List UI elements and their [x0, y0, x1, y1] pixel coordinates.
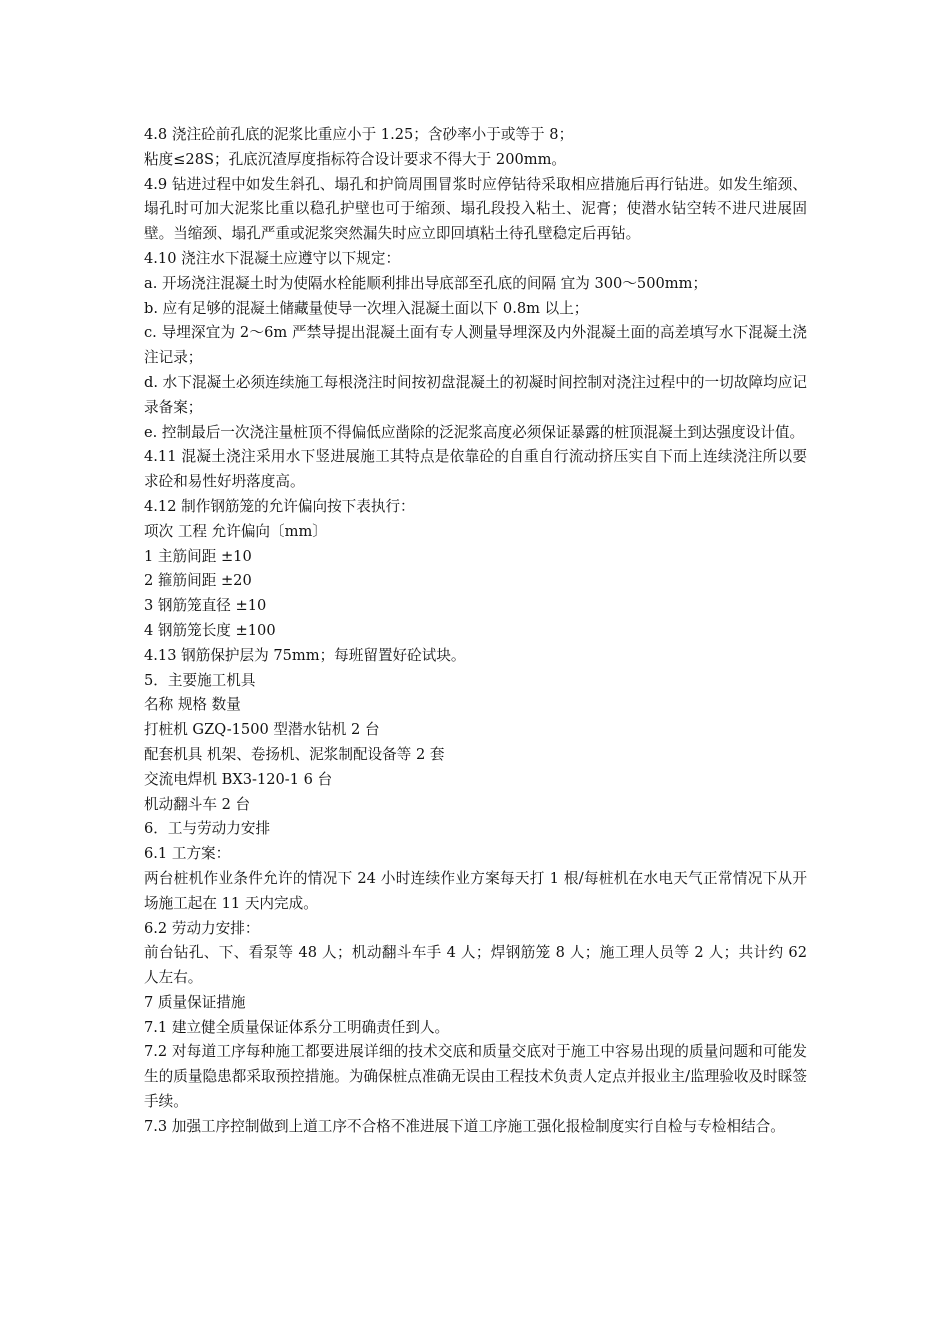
paragraph-work-plan: 两台桩机作业条件允许的情况下 24 小时连续作业方案每天打 1 根/每桩机在水电天气正常情况下从开场施工起在 11 天内完成。 [144, 869, 807, 912]
list-item-a: a. 开场浇注混凝土时为使隔水栓能顺利排出导底部至孔底的间隔 宜为 300～500mm； [144, 274, 708, 292]
paragraph-7-2: 7.2 对每道工序每种施工都要进展详细的技术交底和质量交底对于施工中容易出现的质量问题和可能发生的质量隐患都采取预控措施。为确保桩点准确无误由工程技术负责人定点并报业主/监理验收及时睬签手续。 [144, 1043, 807, 1111]
section-heading-5: 5．主要施工机具 [144, 671, 256, 689]
equipment-row: 交流电焊机 BX3-120-1 6 台 [144, 770, 333, 788]
tolerance-row: 3 钢筋笼直径 ±10 [144, 597, 267, 615]
paragraph-4-10: 4.10 浇注水下混凝土应遵守以下规定： [144, 249, 401, 267]
section-heading-7: 7 质量保证措施 [144, 993, 246, 1011]
document-body [144, 123, 807, 1140]
paragraph-6-1: 6.1 工方案： [144, 845, 231, 863]
section-heading-6: 6．工与劳动力安排 [144, 820, 271, 838]
paragraph-4-12: 4.12 制作钢筋笼的允许偏向按下表执行： [144, 497, 415, 515]
tolerance-row: 4 钢筋笼长度 ±100 [144, 621, 276, 639]
list-item-d: d. 水下混凝土必须连续施工每根浇注时间按初盘混凝土的初凝时间控制对浇注过程中的一切故障均应记录备案； [144, 373, 807, 416]
list-item-b: b. 应有足够的混凝土储藏量使导一次埋入混凝土面以下 0.8m 以上； [144, 299, 589, 317]
equipment-row: 配套机具 机架、卷扬机、泥浆制配设备等 2 套 [144, 745, 445, 763]
equipment-table-header: 名称 规格 数量 [144, 696, 241, 714]
paragraph-4-13: 4.13 钢筋保护层为 75mm；每班留置好砼试块。 [144, 646, 466, 664]
tolerance-table-header: 项次 工程 允许偏向〔mm〕 [144, 522, 327, 540]
paragraph-7-3: 7.3 加强工序控制做到上道工序不合格不准进展下道工序施工强化报检制度实行自检与专检相结合。 [144, 1117, 785, 1135]
list-item-c: c. 导埋深宜为 2～6m 严禁导提出混凝土面有专人测量导埋深及内外混凝土面的高差填写水下混凝土浇注记录； [144, 324, 807, 367]
equipment-row: 打桩机 GZQ-1500 型潜水钻机 2 台 [144, 721, 380, 739]
paragraph-4-8: 4.8 浇注砼前孔底的泥浆比重应小于 1.25；含砂率小于或等于 8； [144, 126, 574, 143]
paragraph-4-9: 4.9 钻进过程中如发生斜孔、塌孔和护筒周围冒浆时应停钻待采取相应措施后再行钻进。如发生缩颈、塌孔时可加大泥浆比重以稳孔护壁也可于缩颈、塌孔段投入粘土、泥膏；使潜水钻空转不进尺进展固壁。当缩颈、塌孔严重或泥浆突然漏失时应立即回填粘土待孔壁稳定后再钻。 [144, 175, 807, 243]
paragraph-viscosity: 粘度≤28S；孔底沉渣厚度指标符合设计要求不得大于 200mm。 [144, 150, 567, 168]
list-item-e: e. 控制最后一次浇注量桩顶不得偏低应凿除的泛泥浆高度必须保证暴露的桩顶混凝土到达强度设计值。 [144, 423, 805, 441]
tolerance-row: 2 箍筋间距 ±20 [144, 572, 252, 590]
paragraph-7-1: 7.1 建立健全质量保证体系分工明确责任到人。 [144, 1018, 450, 1036]
paragraph-labor: 前台钻孔、下、看泵等 48 人；机动翻斗车手 4 人；焊钢筋笼 8 人；施工理人员等 2 人；共计约 62 人左右。 [144, 944, 807, 987]
paragraph-6-2: 6.2 劳动力安排： [144, 919, 260, 937]
tolerance-row: 1 主筋间距 ±10 [144, 547, 252, 565]
equipment-row: 机动翻斗车 2 台 [144, 795, 251, 813]
paragraph-4-11: 4.11 混凝土浇注采用水下竖进展施工其特点是依靠砼的自重自行流动挤压实自下而上连续浇注所以要求砼和易性好坍落度高。 [144, 448, 807, 491]
